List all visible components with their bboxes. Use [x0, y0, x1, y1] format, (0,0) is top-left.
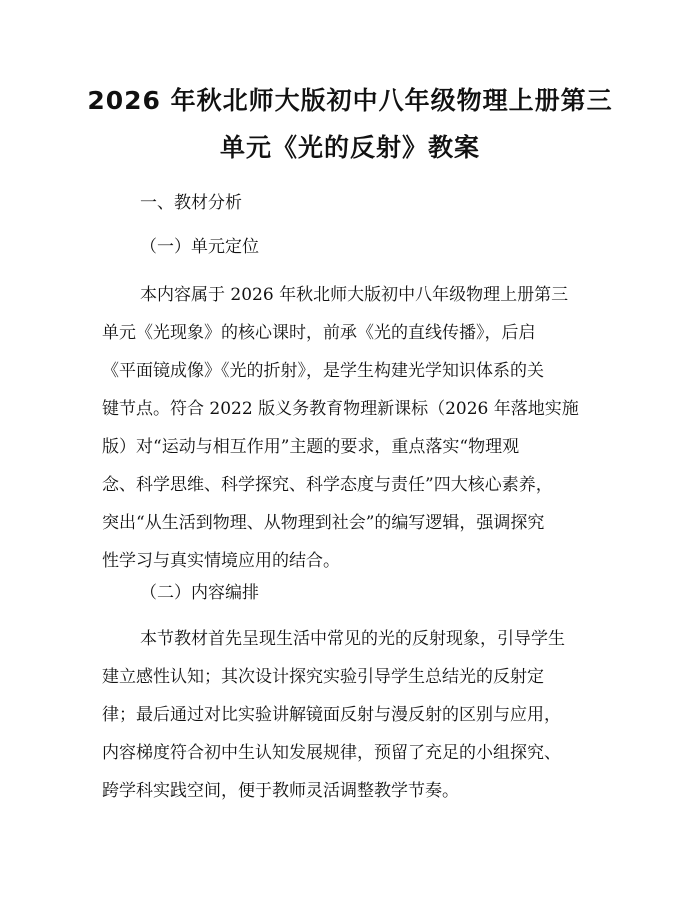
paragraph-line: 内容梯度符合初中生认知发展规律，预留了充足的小组探究、: [102, 743, 561, 763]
paragraph-line: 本节教材首先呈现生活中常见的光的反射现象，引导学生: [140, 629, 565, 649]
paragraph-line: 键节点。符合 2022 版义务教育物理新课标（2026 年落地实施: [102, 399, 579, 419]
subsection-heading-unit-positioning: （一）单元定位: [140, 237, 259, 257]
paragraph-line: 本内容属于 2026 年秋北师大版初中八年级物理上册第三: [140, 285, 569, 305]
section-heading-textbook-analysis: 一、教材分析: [140, 193, 242, 213]
paragraph-line: 性学习与真实情境应用的结合。: [102, 551, 340, 571]
paragraph-line: 单元《光现象》的核心课时，前承《光的直线传播》，后启: [102, 323, 536, 343]
paragraph-line: 念、科学思维、科学探究、科学态度与责任”四大核心素养，: [102, 475, 553, 495]
paragraph-line: 版）对“运动与相互作用”主题的要求，重点落实“物理观: [102, 437, 520, 457]
paragraph-line: 《平面镜成像》《光的折射》，是学生构建光学知识体系的关: [102, 361, 544, 381]
paragraph-line: 跨学科实践空间，便于教师灵活调整教学节奏。: [102, 781, 459, 801]
document-title-line-2: 单元《光的反射》教案: [219, 133, 480, 162]
document-title-line-1: 2026 年秋北师大版初中八年级物理上册第三: [87, 86, 613, 115]
paragraph-line: 建立感性认知；其次设计探究实验引导学生总结光的反射定: [102, 667, 544, 687]
paragraph-line: 律；最后通过对比实验讲解镜面反射与漫反射的区别与应用，: [102, 705, 561, 725]
subsection-heading-content-arrangement: （二）内容编排: [140, 583, 259, 603]
paragraph-line: 突出“从生活到物理、从物理到社会”的编写逻辑，强调探究: [102, 513, 545, 533]
